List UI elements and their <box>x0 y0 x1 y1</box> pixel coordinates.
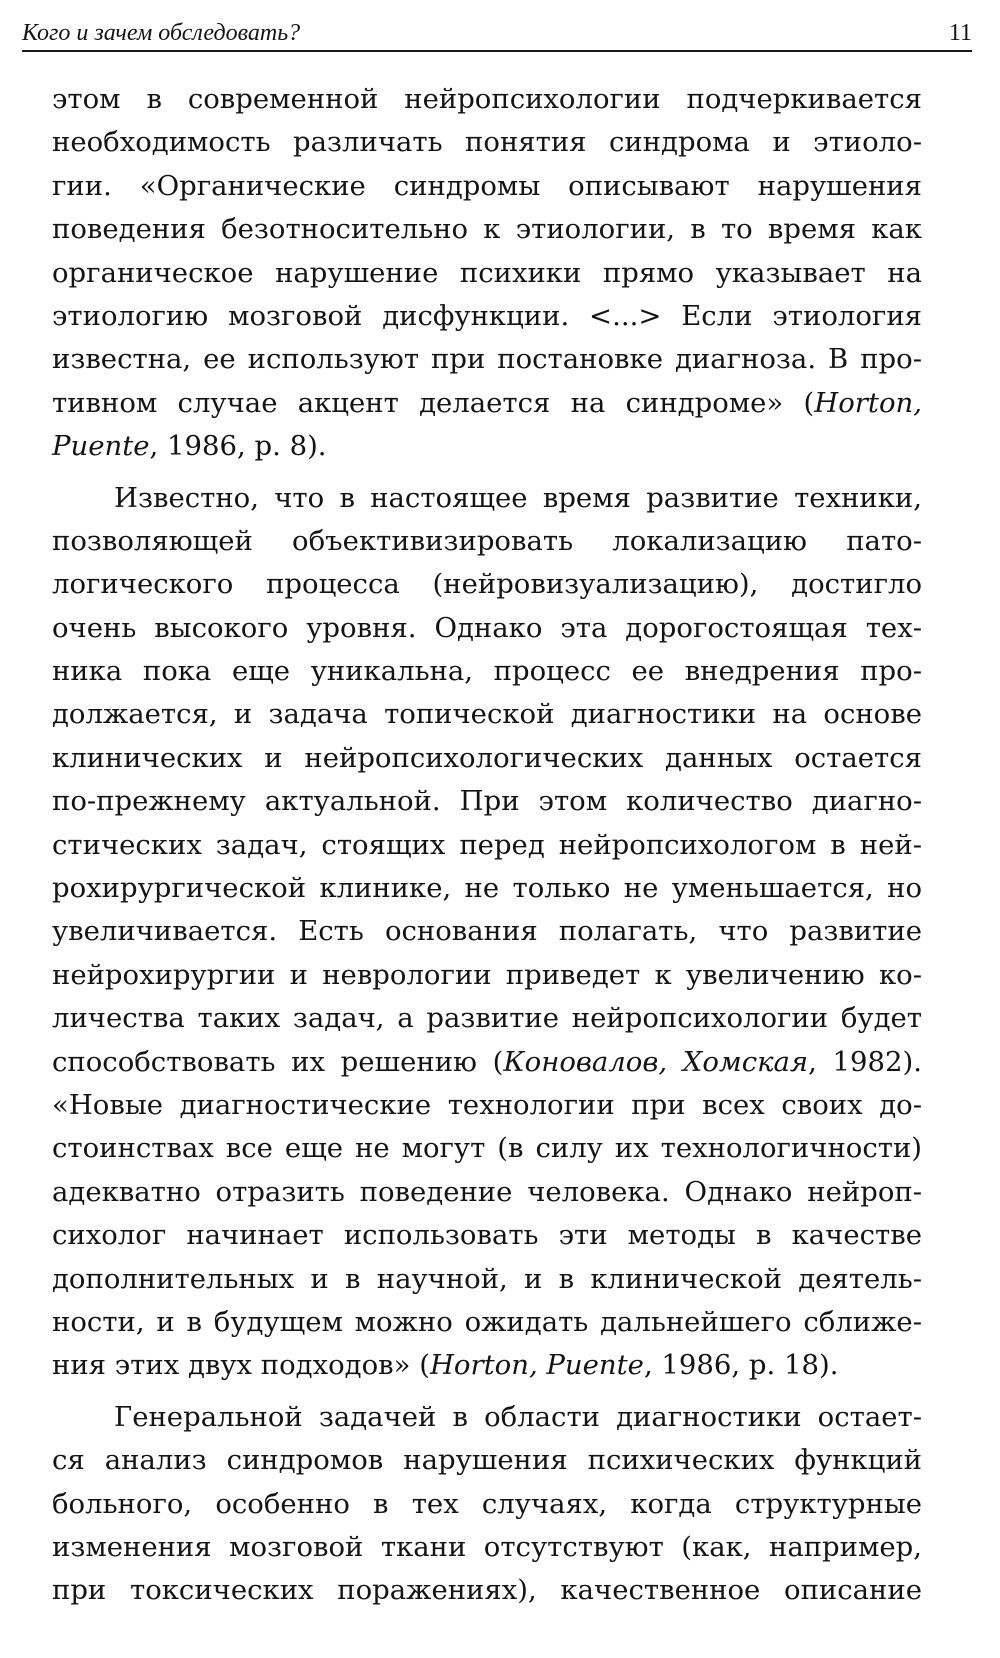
running-header <box>22 14 972 52</box>
text-line: известна, ее используют при постановке диагноза. В про- <box>52 343 922 376</box>
paragraph <box>52 1396 922 1613</box>
text-line: клинических и нейропсихологических данных остается <box>52 741 922 774</box>
page-number: 11 <box>948 20 972 46</box>
text-line: поведения безотносительно к этиологии, в то время как <box>52 213 922 246</box>
text-line: гии. «Органические синдромы описывают нарушения <box>52 169 922 202</box>
text-line: необходимость различать понятия синдрома и этиоло- <box>52 126 922 159</box>
text-line: рохирургической клинике, не только не уменьшается, но <box>52 872 922 905</box>
text-line <box>52 425 922 468</box>
text-run: ния этих двух подходов» ( <box>52 1349 430 1382</box>
text-line: увеличивается. Есть основания полагать, что развитие <box>52 915 922 948</box>
text-run: способствовать их решению ( <box>52 1045 504 1078</box>
text-line: нейрохирургии и неврологии приведет к увеличению ко- <box>52 958 922 991</box>
text-run: , 1986, p. 8). <box>149 430 327 463</box>
text-line: при токсических поражениях), качественное описание <box>52 1574 922 1607</box>
citation-author: Horton, <box>814 386 922 419</box>
paragraph <box>52 477 922 1388</box>
running-title: Кого и зачем обследовать? <box>22 20 301 46</box>
text-line: «Новые диагностические технологии при всех своих до- <box>52 1088 922 1121</box>
text-line: ся анализ синдромов нарушения психических функций <box>52 1444 922 1477</box>
text-run: , 1986, p. 18). <box>643 1349 839 1382</box>
paragraph <box>52 78 922 469</box>
text-line: сихолог начинает использовать эти методы в качестве <box>52 1219 922 1252</box>
text-line <box>52 1041 922 1084</box>
text-line: позволяющей объективизировать локализацию пато- <box>52 524 922 557</box>
text-line: логического процесса (нейровизуализацию), достигло <box>52 568 922 601</box>
text-line: дополнительных и в научной, и в клинической деятель- <box>52 1262 922 1295</box>
text-line: изменения мозговой ткани отсутствуют (как, например, <box>52 1530 922 1563</box>
text-line: больного, особенно в тех случаях, когда структурные <box>52 1487 922 1520</box>
citation-author: Коновалов, Хомская <box>503 1045 809 1078</box>
text-line: Известно, что в настоящее время развитие техники, <box>114 481 922 514</box>
text-line <box>52 382 922 425</box>
text-line: личества таких задач, а развитие нейропсихологии будет <box>52 1002 922 1035</box>
text-line: ности, и в будущем можно ожидать дальнейшего сближе- <box>52 1305 922 1338</box>
text-line: стических задач, стоящих перед нейропсихологом в ней- <box>52 828 922 861</box>
text-line: по-прежнему актуальной. При этом количество диагно- <box>52 785 922 818</box>
text-line: органическое нарушение психики прямо указывает на <box>52 256 922 289</box>
text-line: ника пока еще уникальна, процесс ее внедрения про- <box>52 655 922 688</box>
text-line: стоинствах все еще не могут (в силу их технологичности) <box>52 1132 922 1165</box>
text-line: должается, и задача топической диагностики на основе <box>52 698 922 731</box>
text-line: этом в современной нейропсихологии подчеркивается <box>52 83 922 115</box>
text-line: этиологию мозговой дисфункции. <...> Если этиология <box>52 299 922 332</box>
body-text <box>52 78 922 1613</box>
text-line: Генеральной задачей в области диагностики остает- <box>114 1400 922 1433</box>
text-run: , 1982). <box>808 1045 922 1078</box>
citation-author: Horton, Puente <box>429 1349 644 1382</box>
text-run: тивном случае акцент делается на синдроме» ( <box>52 386 815 419</box>
text-line: очень высокого уровня. Однако эта дорогостоящая тех- <box>52 611 922 644</box>
citation-author: Puente <box>52 430 150 463</box>
text-line <box>52 1344 922 1387</box>
text-line: адекватно отразить поведение человека. Однако нейроп- <box>52 1175 922 1208</box>
